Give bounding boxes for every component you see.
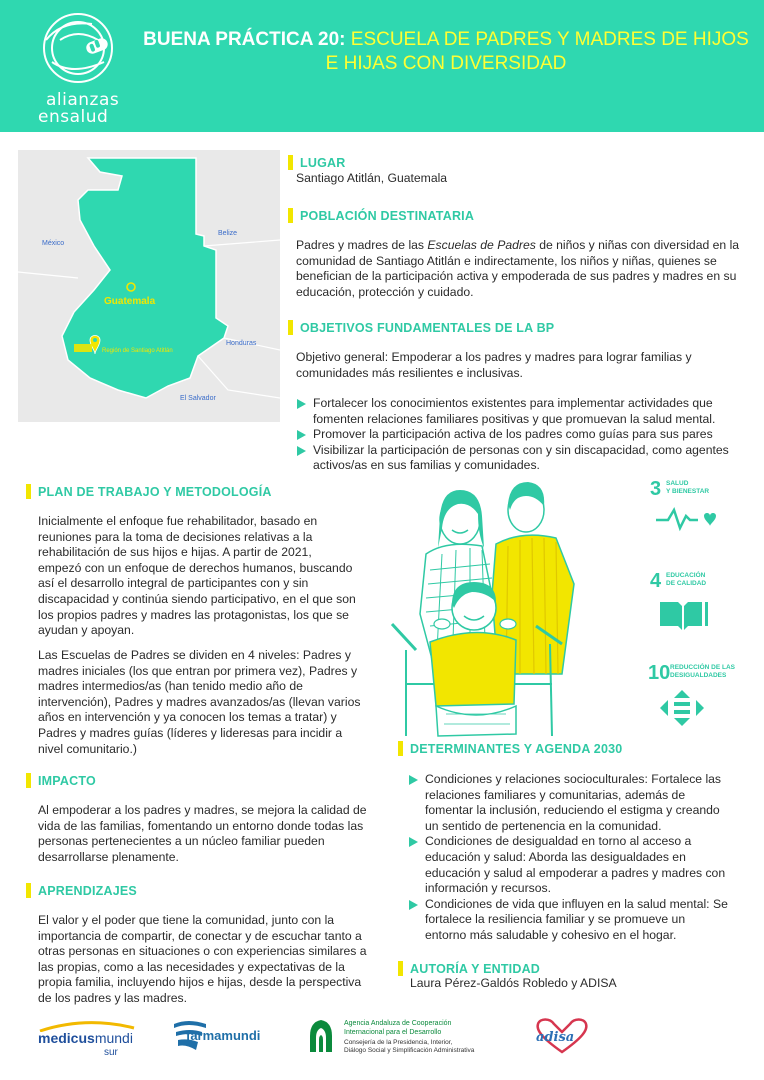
map-label-region: Región de Santiago Atitlán xyxy=(102,348,173,354)
heading-bar-icon xyxy=(288,155,293,170)
page-title xyxy=(136,28,756,76)
title-main: ESCUELA DE PADRES Y MADRES DE HIJOS E HIJAS CON DIVERSIDAD xyxy=(325,29,749,74)
ods-label: SALUD Y BIENESTAR xyxy=(666,480,710,495)
ods-number: 3 xyxy=(650,478,662,500)
poblacion-heading: POBLACIÓN DESTINATARIA xyxy=(288,208,474,223)
ods-3 xyxy=(648,478,728,538)
logo-rings-icon xyxy=(32,10,124,90)
map-label-honduras: Honduras xyxy=(226,340,257,347)
objetivos-general: Objetivo general: Empoderar a los padres y madres para lograr familias y comunidades más resilientes e inclusivas. xyxy=(296,350,692,380)
plan-paragraph-1: Inicialmente el enfoque fue rehabilitador, basado en reuniones para la toma de decisiones relativas a la rehabilitación de sus hijos e hijas. A partir de 2021, empezó con un enfoque de derechos humanos, buscando así el desarrollo integral de participantes con y sin discapacidad y continúa siendo participativo, en el que son los propios padres y madres las protagonistas, los que se ayudan y apoyan. xyxy=(38,514,356,638)
list-item: Condiciones de vida que influyen en la salud mental: Se fortalece la resiliencia familiar y se promueve un entorno más saludable y cohesivo en el hogar. xyxy=(408,897,728,944)
autoria-heading: AUTORÍA Y ENTIDAD xyxy=(398,961,540,976)
family-illustration xyxy=(386,474,626,740)
plan-paragraph-2: Las Escuelas de Padres se dividen en 4 niveles: Padres y madres iniciales (los que entran por primera vez), Padres y madres intermedios/as (han tenido medio año de intervención), Padres y madres avanzados/as (llevan varios años en intervención y ya conocen los temas a tratar) y Padres y madres guías (líderes y lideresas para incidir a nivel comunitario.) xyxy=(38,648,361,756)
aprendizajes-heading: APRENDIZAJES xyxy=(26,883,137,898)
determinantes-heading: DETERMINANTES Y AGENDA 2030 xyxy=(398,741,622,756)
plan-heading: PLAN DE TRABAJO Y METODOLOGÍA xyxy=(26,484,272,499)
list-item: Fortalecer los conocimientos existentes para implementar actividades que fomenten relaciones familiares positivas y que promuevan la salud mental. xyxy=(296,396,752,427)
map-label-el-salvador: El Salvador xyxy=(180,395,216,402)
map-label-mexico: México xyxy=(42,240,65,247)
adisa-logo: adisa xyxy=(532,1016,592,1058)
heading-bar-icon xyxy=(398,741,403,756)
map-label-guatemala: Guatemala xyxy=(104,296,156,307)
list-item: Condiciones de desigualdad en torno al acceso a educación y salud: Aborda las desigualdades en educación y salud al empoderar a padres y madres con información y recursos. xyxy=(408,834,728,896)
medicus-mundi-logo: medicusmundi sur xyxy=(38,1020,138,1062)
objetivos-heading: OBJETIVOS FUNDAMENTALES DE LA BP xyxy=(288,320,554,335)
ods-label: EDUCACIÓN DE CALIDAD xyxy=(666,572,707,587)
junta-emblem-icon xyxy=(304,1018,338,1054)
title-prefix: BUENA PRÁCTICA 20: xyxy=(143,29,346,50)
heading-bar-icon xyxy=(26,484,31,499)
guatemala-map xyxy=(18,150,280,422)
book-icon xyxy=(658,598,710,632)
ods-10 xyxy=(648,662,738,728)
heading-bar-icon xyxy=(26,773,31,788)
objetivos-list xyxy=(296,396,752,474)
heading-bar-icon xyxy=(288,208,293,223)
aprendizajes-text: El valor y el poder que tiene la comunidad, junto con la importancia de compartir, de conectar y de escuchar tanto a otras personas en situaciones o con experiencias similares a las propias, como a las necesidades y expectativas de la propia familia, incluyendo hijos e hijas, desde la perspectiva de los padres y las madres. xyxy=(38,913,367,1005)
logo-text-ensalud: ensalud xyxy=(38,107,109,127)
junta-andalucia-logo: Agencia Andaluza de Cooperación Internacional para el Desarrollo Consejería de la Presidencia, Interior, Diálogo Social y Simplificación Administrativa xyxy=(304,1018,504,1058)
lugar-text: Santiago Atitlán, Guatemala xyxy=(296,171,448,185)
map-label-belize: Belize xyxy=(218,230,238,237)
impacto-heading: IMPACTO xyxy=(26,773,96,788)
determinantes-list xyxy=(408,772,728,944)
list-item: Visibilizar la participación de personas con y sin discapacidad, como agentes activos/as en sus familias y comunidades. xyxy=(296,443,752,474)
alianzas-en-salud-logo xyxy=(32,10,124,127)
page-header xyxy=(0,0,764,132)
lugar-heading: LUGAR xyxy=(288,155,345,170)
logo-text-alianzas: alianzas xyxy=(46,90,120,110)
ods-number: 10 xyxy=(648,662,671,684)
heading-bar-icon xyxy=(288,320,293,335)
heading-bar-icon xyxy=(26,883,31,898)
autoria-text: Laura Pérez-Galdós Robledo y ADISA xyxy=(410,976,617,990)
farmamundi-logo: farmamundi xyxy=(172,1018,282,1058)
heading-bar-icon xyxy=(398,961,403,976)
ods-4 xyxy=(648,570,728,636)
equality-arrows-icon xyxy=(660,690,704,726)
impacto-text: Al empoderar a los padres y madres, se mejora la calidad de vida de las familias, fomentando un entorno donde todas las personas pertenecientes a un núcleo familiar pueden desarrollarse plenamente. xyxy=(38,803,367,864)
heartbeat-icon xyxy=(656,506,718,532)
list-item: Promover la participación activa de los padres como guías para sus pares xyxy=(296,427,752,443)
ods-label: REDUCCIÓN DE LAS DESIGUALDADES xyxy=(670,664,736,679)
list-item: Condiciones y relaciones socioculturales: Fortalece las relaciones familiares y comunitarias, además de fomentar la inclusión, reduciendo el estigma y creando un sentido de pertenencia en la comunidad. xyxy=(408,772,728,834)
ods-number: 4 xyxy=(650,570,662,592)
map-illustration xyxy=(18,150,280,422)
poblacion-text: Padres y madres de las Escuelas de Padres de niños y niñas con diversidad en la comunidad de Santiago Atitlán e indirectamente, los niños y niñas, quienes se benefician de la participación activa y empoderada de sus padres y madres en su educación, protección y cuidado. xyxy=(296,238,740,299)
